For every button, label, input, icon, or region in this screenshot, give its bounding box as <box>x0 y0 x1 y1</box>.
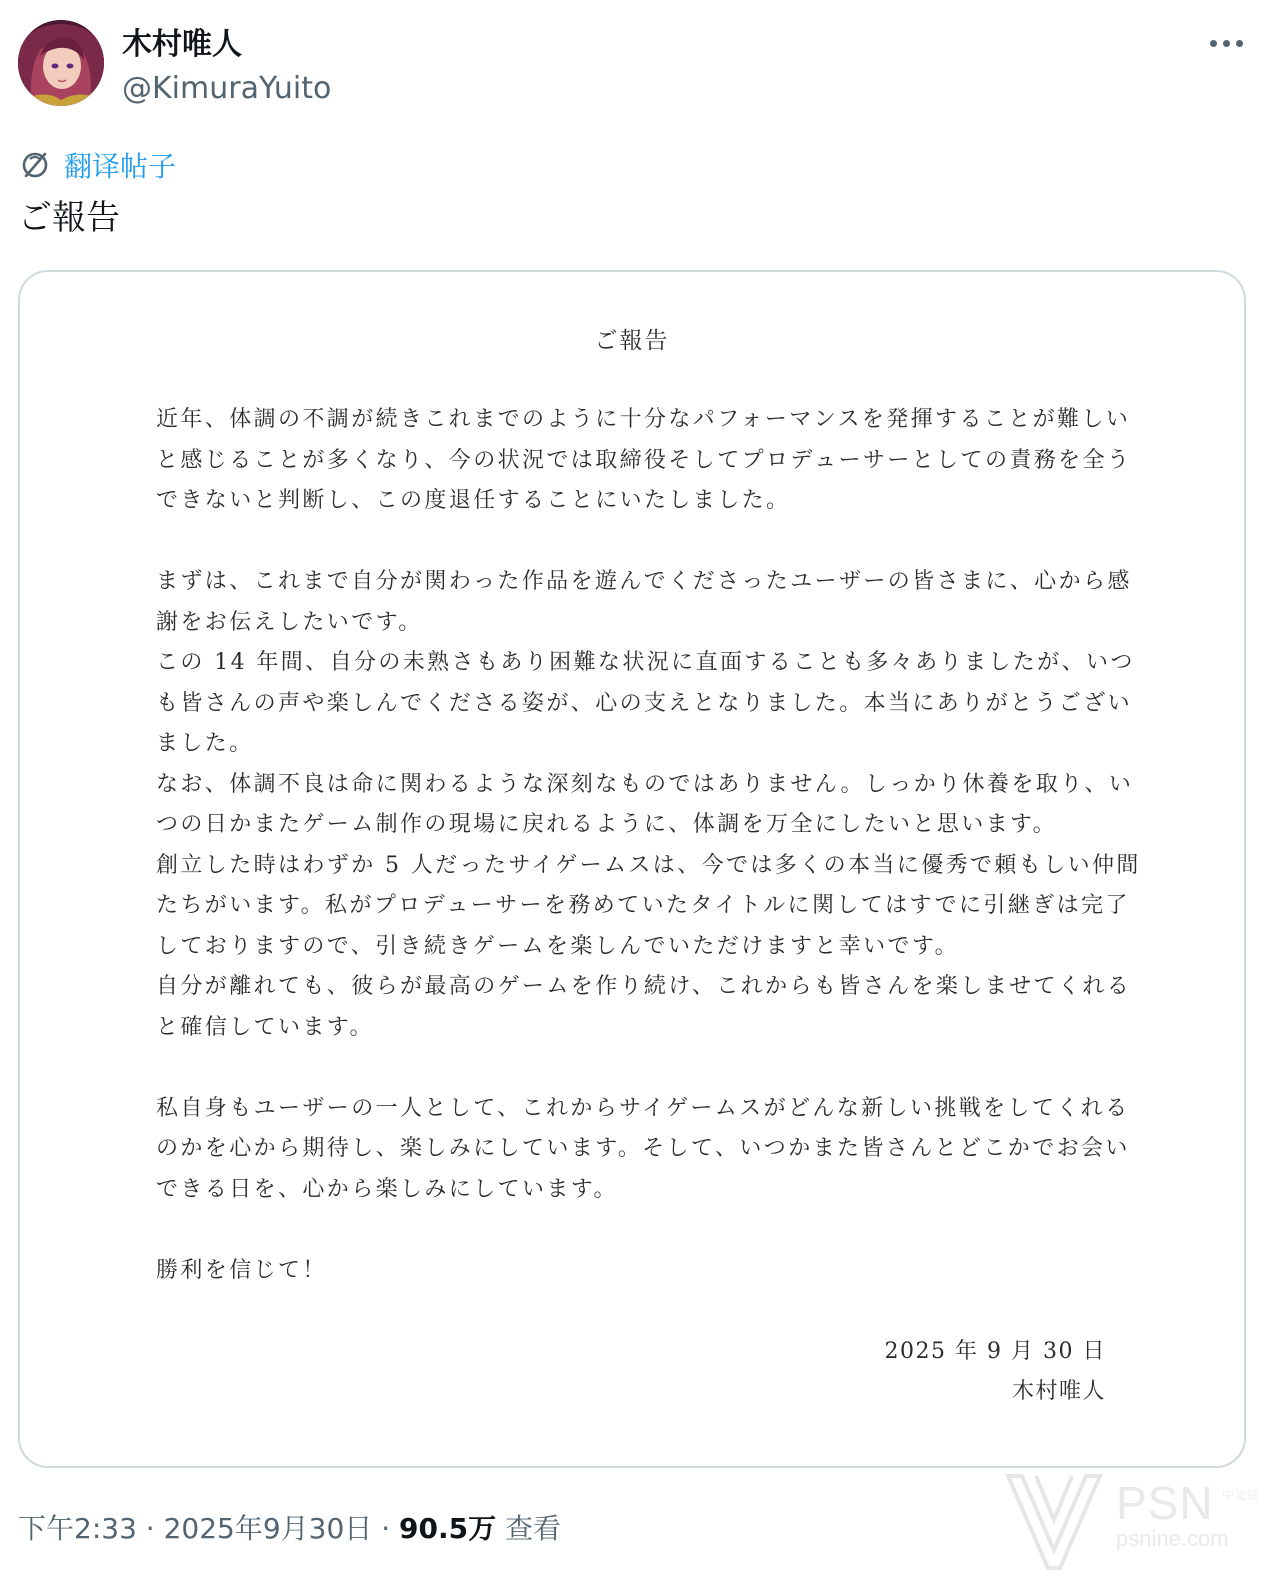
paragraph-gap <box>156 522 1116 563</box>
document-line: この 14 年間、自分の未熟さもあり困難な状況に直面することも多々ありましたが、いつ <box>156 650 1135 675</box>
document-line: と確信しています。 <box>156 1014 374 1040</box>
document-line: できる日を、心から楽しみにしています。 <box>156 1176 618 1202</box>
more-options-button[interactable] <box>1200 26 1252 60</box>
document-line: たちがいます。私がプロデューサーを務めていたタイトルに関してはすでに引継ぎは完了 <box>156 893 1130 918</box>
watermark <box>1000 1468 1270 1578</box>
document-line: しておりますので、引き続きゲームを楽しんでいただけますと幸いです。 <box>156 933 960 959</box>
document-line: まずは、これまで自分が関わった作品を遊んでくださったユーザーの皆さまに、心から感 <box>156 569 1132 594</box>
document-title: ご報告 <box>594 328 670 354</box>
more-horizontal-icon <box>1236 40 1243 47</box>
avatar-image <box>18 20 104 106</box>
document-line: 創立した時はわずか 5 人だったサイゲームスは、今では多くの本当に優秀で頼もしい仲間 <box>156 852 1141 878</box>
more-horizontal-icon <box>1223 40 1230 47</box>
document-line: 勝利を信じて！ <box>156 1257 327 1283</box>
document-line: できないと判断し、この度退任することにいたしました。 <box>156 488 791 513</box>
post-text: ご報告 <box>18 198 120 238</box>
post-image[interactable] <box>18 270 1246 1468</box>
translate-post-button[interactable] <box>18 146 176 184</box>
watermark-site: psnine.com <box>1116 1526 1229 1551</box>
document-date: 2025 年 9 月 30 日 <box>884 1339 1106 1364</box>
document-signature: 木村唯人 <box>1011 1379 1106 1404</box>
post-metadata <box>18 1508 561 1550</box>
views-count: 90.5万 <box>399 1512 497 1545</box>
document-line: と感じることが多くなり、今の状況では取締役そしてプロデューサーとしての責務を全う <box>156 447 1132 473</box>
paragraph-gap <box>156 1048 1116 1089</box>
document-line: 自分が離れても、彼らが最高のゲームを作り続け、これからも皆さんを楽しませてくれる <box>156 974 1132 999</box>
more-horizontal-icon <box>1210 40 1217 47</box>
document-line: ました。 <box>156 731 254 756</box>
translate-post-label: 翻译帖子 <box>64 150 177 183</box>
display-name[interactable]: 木村唯人 <box>122 27 242 62</box>
document-line: つの日かまたゲーム制作の現場に戻れるように、体調を万全にしたいと思います。 <box>156 812 1058 837</box>
watermark-cn: 中文站 <box>1222 1488 1259 1502</box>
translate-icon <box>18 148 52 182</box>
announcement-document <box>20 272 1244 1466</box>
document-line: 私自身もユーザーの一人として、これからサイゲームスがどんな新しい挑戦をしてくれる <box>156 1095 1130 1121</box>
separator: · <box>145 1512 155 1545</box>
document-line: のかを心から期待し、楽しみにしています。そして、いつかまた皆さんとどこかでお会い <box>156 1136 1130 1161</box>
avatar[interactable] <box>18 20 104 106</box>
post-date[interactable]: 2025年9月30日 <box>163 1512 373 1545</box>
document-line: 謝をお伝えしたいです。 <box>156 609 423 635</box>
views-label: 查看 <box>505 1512 562 1545</box>
watermark-brand: PSN <box>1116 1477 1214 1529</box>
paragraph-gap <box>156 1210 1116 1251</box>
document-line: も皆さんの声や楽しんでくださる姿が、心の支えとなりました。本当にありがとうござい <box>156 690 1133 716</box>
document-line: なお、体調不良は命に関わるような深刻なものではありません。しっかり休養を取り、い <box>156 771 1134 797</box>
separator: · <box>381 1512 391 1545</box>
post-time[interactable]: 下午2:33 <box>18 1512 137 1545</box>
document-body <box>156 400 1141 1291</box>
user-handle[interactable]: @KimuraYuito <box>122 71 332 106</box>
document-line: 近年、体調の不調が続きこれまでのように十分なパフォーマンスを発揮することが難しい <box>156 407 1131 432</box>
